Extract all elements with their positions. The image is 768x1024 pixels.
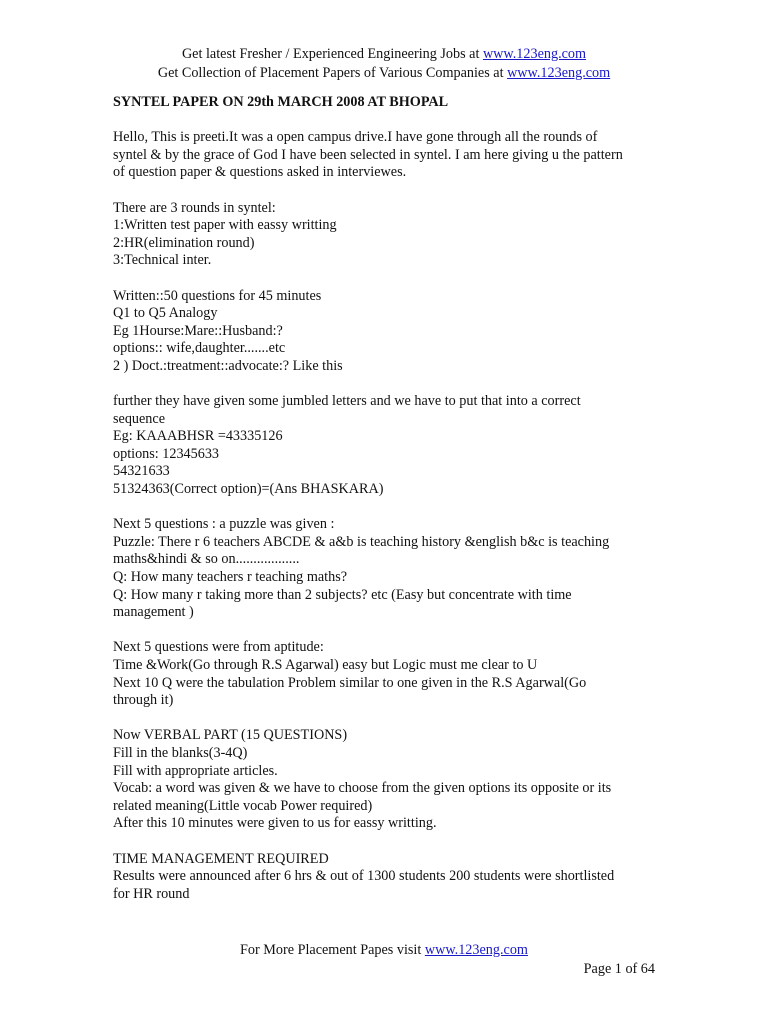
text-line: 54321633 [113, 463, 170, 480]
text-line: Next 10 Q were the tabulation Problem similar to one given in the R.S Agarwal(Go [113, 674, 587, 691]
text-line: Next 5 questions were from aptitude: [113, 639, 324, 656]
text-line: related meaning(Little vocab Power required) [113, 797, 373, 814]
text-line: options: 12345633 [113, 445, 220, 462]
text-line: Now VERBAL PART (15 QUESTIONS) [113, 727, 348, 744]
text-line: 3:Technical inter. [113, 252, 212, 269]
text-line: through it) [113, 692, 174, 709]
text-line: 1:Written test paper with eassy writting [113, 217, 337, 234]
footer-text: For More Placement Papes visit [240, 942, 425, 958]
paragraph [113, 200, 661, 270]
header-line-1-text: Get latest Fresher / Experienced Engineering Jobs at [181, 46, 483, 62]
header-line-2 [0, 65, 768, 84]
text-line: Next 5 questions : a puzzle was given : [113, 516, 335, 533]
document-title: SYNTEL PAPER ON 29th MARCH 2008 AT BHOPAL [113, 94, 449, 110]
text-line: for HR round [113, 885, 190, 902]
text-line: Q: How many r taking more than 2 subjects? etc (Easy but concentrate with time [113, 586, 572, 603]
text-line: 2 ) Doct.:treatment::advocate:? Like this [113, 357, 343, 374]
page-header [0, 46, 768, 83]
text-line: sequence [113, 410, 165, 427]
text-line: After this 10 minutes were given to us for eassy writting. [113, 815, 437, 832]
paragraph [113, 516, 661, 622]
text-line: Eg: KAAABHSR =43335126 [113, 428, 283, 445]
header-papers-link[interactable]: www.123eng.com [507, 64, 611, 81]
paragraph [113, 851, 661, 904]
document-body [113, 94, 661, 921]
text-line: syntel & by the grace of God I have been selected in syntel. I am here giving u the pattern [113, 146, 623, 163]
text-line: Eg 1Hourse:Mare::Husband:? [113, 322, 283, 339]
header-jobs-link[interactable]: www.123eng.com [482, 46, 587, 62]
paragraph [113, 288, 661, 376]
text-line: TIME MANAGEMENT REQUIRED [113, 850, 329, 867]
text-line: Puzzle: There r 6 teachers ABCDE & a&b is teaching history &english b&c is teaching [113, 533, 610, 550]
text-line: Fill in the blanks(3-4Q) [113, 744, 248, 761]
text-line: of question paper & questions asked in interviewes. [113, 164, 407, 181]
page-number: Page 1 of 64 [583, 961, 655, 977]
text-line: There are 3 rounds in syntel: [113, 199, 276, 216]
text-line: Time &Work(Go through R.S Agarwal) easy but Logic must me clear to U [113, 657, 538, 673]
page-footer [0, 942, 768, 960]
text-line: Vocab: a word was given & we have to choose from the given options its opposite or its [113, 780, 612, 797]
text-line: management ) [113, 604, 194, 621]
header-line-2-text: Get Collection of Placement Papers of Various Companies at [157, 64, 508, 81]
text-line: Q1 to Q5 Analogy [113, 305, 218, 322]
paragraph [113, 727, 661, 833]
text-line: options:: wife,daughter.......etc [113, 340, 286, 357]
paragraph-list [113, 129, 661, 903]
text-line: 2:HR(elimination round) [113, 234, 255, 251]
text-line: further they have given some jumbled letters and we have to put that into a correct [113, 393, 581, 410]
paragraph [113, 393, 661, 499]
text-line: Hello, This is preeti.It was a open campus drive.I have gone through all the rounds of [113, 129, 598, 146]
text-line: Q: How many teachers r teaching maths? [113, 569, 348, 586]
paragraph [113, 129, 661, 182]
paragraph [113, 639, 661, 709]
header-line-1 [0, 46, 768, 65]
text-line: Written::50 questions for 45 minutes [113, 287, 322, 304]
text-line: Fill with appropriate articles. [113, 762, 278, 779]
text-line: maths&hindi & so on.................. [113, 551, 300, 568]
footer-link[interactable]: www.123eng.com [424, 942, 528, 958]
text-line: 51324363(Correct option)=(Ans BHASKARA) [113, 481, 384, 498]
text-line: Results were announced after 6 hrs & out of 1300 students 200 students were shortlisted [113, 868, 615, 885]
